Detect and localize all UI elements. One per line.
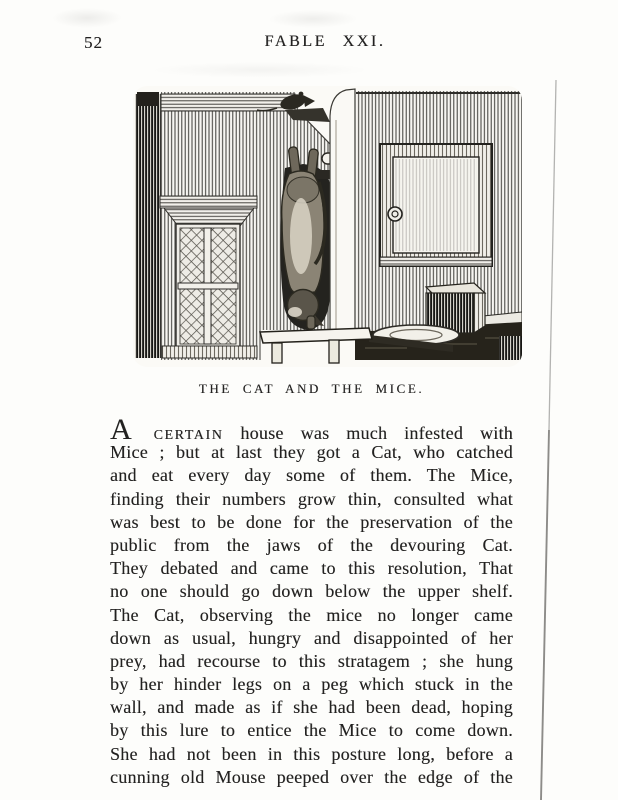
text-line: They debated and came to this resolution, That	[110, 558, 513, 579]
text-line: by this lure to entice the Mice to come down.	[110, 720, 513, 741]
left-wall-edge	[135, 92, 163, 358]
text-line: by her hinder legs on a peg which stuck in the	[110, 674, 513, 695]
small-caps-word: CERTAIN	[153, 428, 224, 443]
text-line: Mice ; but at last they got a Cat, who catched	[110, 442, 513, 463]
running-title: FABLE XXI.	[264, 33, 386, 50]
drop-cap: A	[110, 413, 132, 446]
text-line: no one should go down below the upper shelf.	[110, 581, 513, 602]
scan-smudge	[150, 62, 370, 78]
text-line: cunning old Mouse peeped over the edge of the	[110, 766, 513, 787]
text-line: finding their numbers grow thin, consulted what	[110, 488, 513, 509]
text-line: and eat every day some of them. The Mice,	[110, 465, 513, 486]
scan-smudge	[52, 8, 122, 28]
cabinet-door	[380, 144, 492, 266]
fable-text	[110, 413, 514, 789]
page-number: 52	[84, 33, 103, 52]
text-line: wall, and made as if she had been dead, hoping	[110, 697, 513, 718]
text-line: prey, had recourse to this stratagem ; she hung	[110, 650, 513, 671]
text-line: She had not been in this posture long, before a	[110, 743, 513, 764]
scan-smudge	[268, 10, 358, 28]
text-line-first	[110, 413, 514, 446]
shelf-column	[330, 89, 355, 338]
engraving-cat-and-mice	[133, 86, 522, 367]
door-knob	[388, 207, 402, 221]
first-line-rest: house was much infested with	[240, 423, 514, 443]
text-line: The Cat, observing the mice no longer came	[110, 604, 513, 625]
text-line: down as usual, hungry and disappointed of her	[110, 627, 513, 648]
text-line: was best to be done for the preservation of the	[110, 511, 513, 532]
illustration-caption: THE CAT AND THE MICE.	[198, 381, 425, 396]
text-line: public from the jaws of the devouring Cat.	[110, 534, 513, 555]
